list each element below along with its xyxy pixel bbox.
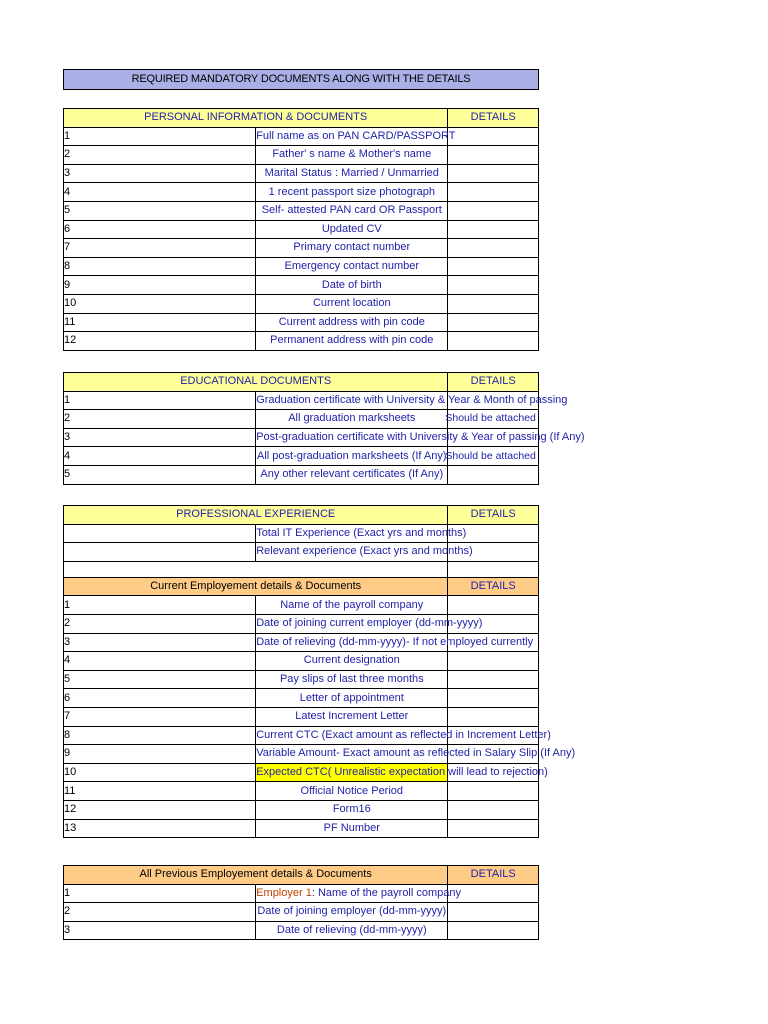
- row-number: 12: [64, 800, 256, 819]
- table-row: [64, 633, 539, 652]
- row-number: 1: [64, 884, 256, 903]
- detail-cell[interactable]: [448, 239, 539, 258]
- table-row: [64, 332, 539, 351]
- table-row: [64, 707, 539, 726]
- previous-section-title: All Previous Employement details & Documents: [64, 866, 448, 885]
- table-row: [64, 201, 539, 220]
- detail-cell[interactable]: [448, 201, 539, 220]
- row-number: 2: [64, 146, 256, 165]
- row-label: Primary contact number: [256, 239, 448, 258]
- row-number: 1: [64, 391, 256, 410]
- table-row: [64, 689, 539, 708]
- professional-header-row: [64, 506, 539, 525]
- row-number: 4: [64, 447, 256, 466]
- detail-cell[interactable]: [448, 652, 539, 671]
- row-label: Name of the payroll company: [256, 596, 448, 615]
- current-header-row: [64, 577, 539, 596]
- row-number: 2: [64, 903, 256, 922]
- detail-cell[interactable]: [448, 164, 539, 183]
- table-row: [64, 313, 539, 332]
- row-label: Father' s name & Mother's name: [256, 146, 448, 165]
- row-label: Current designation: [256, 652, 448, 671]
- table-row: [64, 800, 539, 819]
- row-number: 3: [64, 921, 256, 940]
- professional-section-title: PROFESSIONAL EXPERIENCE: [64, 506, 448, 525]
- detail-cell[interactable]: [448, 707, 539, 726]
- table-row: [64, 239, 539, 258]
- row-label: Official Notice Period: [256, 782, 448, 801]
- table-row: [64, 670, 539, 689]
- row-label: [256, 884, 462, 903]
- row-number: 2: [64, 614, 256, 633]
- spacer-row: [64, 561, 539, 577]
- detail-cell[interactable]: [448, 294, 539, 313]
- table-row: [64, 596, 539, 615]
- professional-details-header: DETAILS: [448, 506, 539, 525]
- row-label: Letter of appointment: [256, 689, 448, 708]
- row-label: Current address with pin code: [256, 313, 448, 332]
- row-label: Form16: [256, 800, 448, 819]
- table-row: [64, 524, 539, 543]
- row-label: All graduation marksheets: [256, 410, 448, 429]
- row-number: 3: [64, 164, 256, 183]
- table-row: [64, 391, 539, 410]
- detail-cell[interactable]: [448, 921, 539, 940]
- row-label: PF Number: [256, 819, 448, 838]
- row-number: 9: [64, 276, 256, 295]
- row-label: Graduation certificate with University & Year & Month of passing: [256, 391, 448, 410]
- previous-header-row: [64, 866, 539, 885]
- row-number: 3: [64, 428, 256, 447]
- professional-table: [63, 505, 576, 838]
- detail-cell[interactable]: Should be attached: [448, 410, 539, 429]
- row-label: Current CTC (Exact amount as reflected in Increment Letter): [256, 726, 448, 745]
- table-row: [64, 614, 539, 633]
- table-row: [64, 164, 539, 183]
- detail-cell[interactable]: [448, 465, 539, 484]
- detail-cell[interactable]: [448, 596, 539, 615]
- detail-cell[interactable]: [448, 670, 539, 689]
- row-number: 6: [64, 689, 256, 708]
- detail-cell[interactable]: [448, 782, 539, 801]
- row-number: 10: [64, 294, 256, 313]
- educational-section-title: EDUCATIONAL DOCUMENTS: [64, 373, 448, 392]
- previous-employment-table: [63, 865, 539, 940]
- employer-label: Employer 1: [256, 886, 312, 899]
- row-number: 11: [64, 782, 256, 801]
- detail-cell[interactable]: [448, 689, 539, 708]
- row-label: Date of relieving (dd-mm-yyyy): [256, 921, 448, 940]
- row-number: 11: [64, 313, 256, 332]
- detail-cell[interactable]: [448, 146, 539, 165]
- row-label: Total IT Experience (Exact yrs and months): [256, 524, 448, 543]
- table-row: [64, 745, 539, 764]
- row-label: Latest Increment Letter: [256, 707, 448, 726]
- row-number: 5: [64, 201, 256, 220]
- row-label: Relevant experience (Exact yrs and months): [256, 543, 448, 562]
- personal-details-header: DETAILS: [448, 109, 539, 128]
- row-number: 4: [64, 652, 256, 671]
- previous-details-header: DETAILS: [448, 866, 539, 885]
- current-details-header: DETAILS: [448, 577, 539, 596]
- table-row: [64, 257, 539, 276]
- table-row: [64, 447, 539, 466]
- table-row: [64, 884, 539, 903]
- table-row: [64, 146, 539, 165]
- row-number: 12: [64, 332, 256, 351]
- row-label: Date of joining current employer (dd-mm-yyyy): [256, 614, 448, 633]
- detail-cell[interactable]: [448, 800, 539, 819]
- personal-info-table: [63, 108, 539, 351]
- current-section-title: Current Employement details & Documents: [64, 577, 448, 596]
- row-number: 13: [64, 819, 256, 838]
- row-number: 1: [64, 596, 256, 615]
- table-row: [64, 294, 539, 313]
- personal-section-title: PERSONAL INFORMATION & DOCUMENTS: [64, 109, 448, 128]
- row-label: Date of relieving (dd-mm-yyyy)- If not employed currently: [256, 633, 448, 652]
- row-label: All post-graduation marksheets (If Any): [256, 447, 448, 466]
- detail-cell[interactable]: [448, 183, 539, 202]
- personal-header-row: [64, 109, 539, 128]
- table-row: [64, 819, 539, 838]
- row-number: 3: [64, 633, 256, 652]
- table-row: [64, 921, 539, 940]
- row-label: Pay slips of last three months: [256, 670, 448, 689]
- row-number: 1: [64, 127, 256, 146]
- row-number: 6: [64, 220, 256, 239]
- detail-cell[interactable]: [448, 220, 539, 239]
- detail-cell[interactable]: [448, 276, 539, 295]
- row-label: Any other relevant certificates (If Any): [256, 465, 448, 484]
- table-row: [64, 763, 539, 782]
- detail-cell[interactable]: Should be attached: [448, 447, 539, 466]
- row-label: Self- attested PAN card OR Passport: [256, 201, 448, 220]
- row-label: Marital Status : Married / Unmarried: [256, 164, 448, 183]
- educational-details-header: DETAILS: [448, 373, 539, 392]
- row-label: Emergency contact number: [256, 257, 448, 276]
- document-title-banner: REQUIRED MANDATORY DOCUMENTS ALONG WITH THE DETAILS: [63, 69, 539, 90]
- row-number: 5: [64, 465, 256, 484]
- table-row: [64, 652, 539, 671]
- row-number: 4: [64, 183, 256, 202]
- row-label: Variable Amount- Exact amount as reflected in Salary Slip (If Any): [256, 745, 448, 764]
- row-label: 1 recent passport size photograph: [256, 183, 448, 202]
- detail-cell[interactable]: [448, 819, 539, 838]
- employer-field-text: : Name of the payroll company: [311, 886, 462, 899]
- row-label: Permanent address with pin code: [256, 332, 448, 351]
- detail-cell[interactable]: [448, 884, 539, 903]
- row-label: Date of birth: [256, 276, 448, 295]
- table-row: [64, 726, 539, 745]
- table-row: [64, 428, 539, 447]
- detail-cell[interactable]: [448, 313, 539, 332]
- detail-cell[interactable]: [448, 332, 539, 351]
- row-number: 8: [64, 726, 256, 745]
- row-label: Post-graduation certificate with University & Year of passing (If Any): [256, 428, 448, 447]
- table-row: [64, 903, 539, 922]
- row-label: Date of joining employer (dd-mm-yyyy): [256, 903, 448, 922]
- table-row: [64, 127, 539, 146]
- detail-cell[interactable]: [448, 903, 539, 922]
- row-label: Updated CV: [256, 220, 448, 239]
- detail-cell[interactable]: [448, 127, 539, 146]
- row-number: 7: [64, 239, 256, 258]
- educational-table: [63, 372, 585, 485]
- row-label: Expected CTC( Unrealistic expectation will lead to rejection): [256, 763, 448, 782]
- table-row: [64, 782, 539, 801]
- row-number: 7: [64, 707, 256, 726]
- row-number: 9: [64, 745, 256, 764]
- table-row: [64, 220, 539, 239]
- detail-cell[interactable]: [448, 257, 539, 276]
- row-number: 8: [64, 257, 256, 276]
- row-number: 5: [64, 670, 256, 689]
- row-number: 10: [64, 763, 256, 782]
- table-row: [64, 543, 539, 562]
- row-label: Full name as on PAN CARD/PASSPORT: [256, 127, 448, 146]
- table-row: [64, 183, 539, 202]
- table-row: [64, 410, 539, 429]
- table-row: [64, 465, 539, 484]
- row-number: 2: [64, 410, 256, 429]
- table-row: [64, 276, 539, 295]
- educational-header-row: [64, 373, 539, 392]
- row-label: Current location: [256, 294, 448, 313]
